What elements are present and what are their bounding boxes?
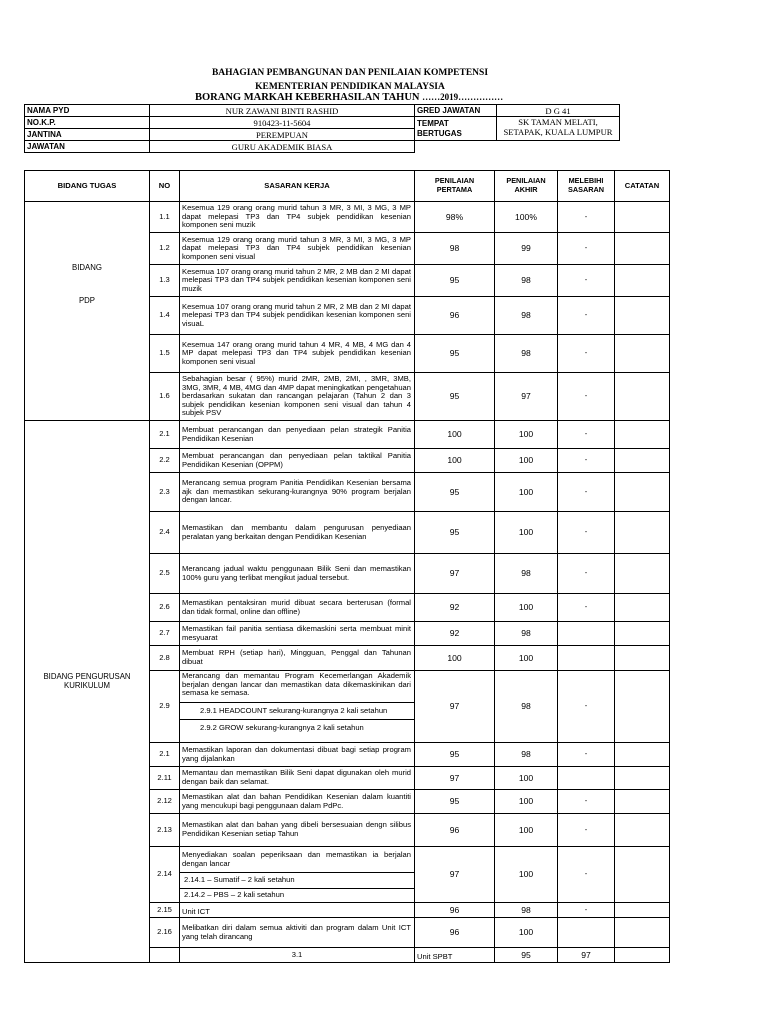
row-task: Memastikan pentaksiran murid dibuat secara berterusan (formal dan tidak formal, online dan offline): [180, 594, 415, 622]
row-task: Kesemua 107 orang orang murid tahun 2 MR, 2 MB dan 2 MI dapat melepasi TP3 dan TP4 subjek pendidikan kesenian komponen seni muzik: [180, 265, 415, 297]
row-melebihi: -: [558, 512, 615, 554]
row-catatan: [615, 903, 670, 918]
row-melebihi: -: [558, 473, 615, 512]
row-akhir: 100: [495, 473, 558, 512]
row-task: Memantau dan memastikan Bilik Seni dapat digunakan oleh murid dengan baik dan selamat.: [180, 767, 415, 790]
row-melebihi: -: [558, 373, 615, 421]
row-task: Membuat RPH (setiap hari), Mingguan, Penggal dan Tahunan dibuat: [180, 646, 415, 671]
row-task: Merancang semua program Panitia Pendidikan Kesenian bersama ajk dan memastikan sekurang-kurangnya 90% program berjalan dengan lancar.: [180, 473, 415, 512]
row-pertama: 100: [415, 646, 495, 671]
row-melebihi: -: [558, 847, 615, 903]
row-task: Kesemua 147 orang orang murid tahun 4 MR, 4 MB, 4 MG dan 4 MP dapat melepasi TP3 dan TP4 subjek pendidikan kesenian komponen seni visual: [180, 335, 415, 373]
row-catatan: [615, 202, 670, 233]
row-melebihi: -: [558, 265, 615, 297]
row-no: 2.3: [150, 473, 180, 512]
row-no: 1.5: [150, 335, 180, 373]
row-akhir: 98: [495, 622, 558, 646]
row-task: Unit SPBT: [415, 948, 495, 963]
row-pertama: 95: [415, 265, 495, 297]
row-task-sub-2: 2.9.2 GROW sekurang-kurangnya 2 kali setahun: [200, 723, 364, 733]
row-no: 2.5: [150, 554, 180, 594]
tempat-label: TEMPAT BERTUGAS: [415, 117, 497, 141]
row-task: Kesemua 129 orang orang murid tahun 3 MR, 3 MI, 3 MG, 3 MP dapat melepasi TP3 dan TP4 subjek pendidikan kesenian komponen seni muzik: [180, 202, 415, 233]
gred-label: GRED JAWATAN: [415, 105, 497, 117]
row-task: [180, 671, 415, 743]
gred-value: D G 41: [497, 105, 620, 117]
bidang-pdp-cell: [25, 202, 150, 421]
row-catatan: [615, 233, 670, 265]
row-no: 1.3: [150, 265, 180, 297]
row-task: [180, 847, 415, 903]
row-akhir: 100: [495, 918, 558, 948]
row-task-sub-1: 2.14.1 – Sumatif – 2 kali setahun: [180, 872, 414, 889]
row-pertama: 95: [415, 373, 495, 421]
row-pertama: 95: [415, 473, 495, 512]
row-akhir: 100: [495, 421, 558, 449]
row-no: 2.4: [150, 512, 180, 554]
row-akhir: 100: [495, 449, 558, 473]
row-no: 2.8: [150, 646, 180, 671]
row-catatan: [615, 421, 670, 449]
row-no: 1.6: [150, 373, 180, 421]
score-table: [24, 170, 670, 963]
jantina-label: JANTINA: [25, 129, 150, 141]
nokp-value: 910423-11-5604: [150, 117, 415, 129]
row-catatan: [615, 918, 670, 948]
form-title: BORANG MARKAH KEBERHASILAN TAHUN ……2019……………: [195, 92, 504, 103]
row-task: Memastikan alat dan bahan yang dibeli bersesuaian dengn silibus Pendidikan Kesenian setiap Tahun: [180, 814, 415, 847]
row-pertama: 95: [415, 335, 495, 373]
row-task-main: Menyediakan soalan peperiksaan dan memastikan ia berjalan dengan lancar: [182, 850, 411, 868]
row-catatan: [615, 512, 670, 554]
row-melebihi: [558, 646, 615, 671]
col-akhir: PENILAIAN AKHIR: [495, 171, 558, 202]
row-akhir: 100: [495, 790, 558, 814]
row-melebihi: -: [558, 233, 615, 265]
col-catatan: CATATAN: [615, 171, 670, 202]
bidang-kurikulum-label: BIDANG PENGURUSAN KURIKULUM: [43, 672, 131, 690]
row-no: 2.1: [150, 421, 180, 449]
row-pertama: 96: [415, 918, 495, 948]
row-catatan: [615, 594, 670, 622]
row-akhir: 100: [495, 847, 558, 903]
row-pertama: 97: [415, 847, 495, 903]
row-melebihi: -: [558, 671, 615, 743]
row-pertama: 97: [415, 554, 495, 594]
row-melebihi: -: [558, 297, 615, 335]
bidang-kurikulum-cell: [25, 421, 150, 963]
row-melebihi: -: [558, 743, 615, 767]
row-catatan: [615, 297, 670, 335]
row-task: Membuat perancangan dan penyediaan pelan taktikal Panitia Pendidikan Kesenian (OPPM): [180, 449, 415, 473]
row-melebihi: -: [558, 790, 615, 814]
row-melebihi: -: [558, 335, 615, 373]
row-pertama: 97: [415, 671, 495, 743]
row-task: Kesemua 129 orang orang murid tahun 3 MR, 3 MI, 3 MG, 3 MP dapat melepasi TP3 dan TP4 subjek pendidikan kesenian komponen seni visual: [180, 233, 415, 265]
col-pertama: PENILAIAN PERTAMA: [415, 171, 495, 202]
row-pertama: 96: [415, 814, 495, 847]
row-task: Memastikan laporan dan dokumentasi dibuat bagi setiap program yang dijalankan: [180, 743, 415, 767]
row-no: 1.1: [150, 202, 180, 233]
row-task-main: Merancang dan memantau Program Kecemerlangan Akademik berjalan dengan lancar dan memastikan data dikemaskinikan dari semasa ke semasa.: [182, 671, 411, 698]
jantina-value: PEREMPUAN: [150, 129, 415, 141]
row-pertama: 97: [415, 767, 495, 790]
row-melebihi: -: [558, 594, 615, 622]
row-no: 2.12: [150, 790, 180, 814]
row-task-sub-1: 2.9.1 HEADCOUNT sekurang-kurangnya 2 kali setahun: [180, 702, 414, 721]
row-akhir: 99: [495, 233, 558, 265]
row-catatan: [615, 622, 670, 646]
row-no: 2.6: [150, 594, 180, 622]
row-pertama: 96: [415, 297, 495, 335]
header-line-2: KEMENTERIAN PENDIDIKAN MALAYSIA: [255, 82, 445, 92]
row-akhir: 98: [495, 671, 558, 743]
row-no: 2.9: [150, 671, 180, 743]
bidang-empty-cell: [150, 948, 180, 963]
jawatan-value: GURU AKADEMIK BIASA: [150, 141, 415, 153]
row-task: Membuat perancangan dan penyediaan pelan strategik Panitia Pendidikan Kesenian: [180, 421, 415, 449]
row-pertama: 96: [415, 903, 495, 918]
row-no: 1.2: [150, 233, 180, 265]
nama-label: NAMA PYD: [25, 105, 150, 117]
row-melebihi: -: [558, 814, 615, 847]
row-task: Kesemua 107 orang orang murid tahun 2 MR, 2 MB dan 2 MI dapat melepasi TP3 dan TP4 subjek pendidikan kesenian komponen seni visuaL: [180, 297, 415, 335]
row-melebihi: -: [558, 554, 615, 594]
row-task-sub-2: 2.14.2 – PBS – 2 kali setahun: [184, 889, 285, 899]
row-catatan: [615, 473, 670, 512]
row-akhir: 98: [495, 265, 558, 297]
col-melebihi: MELEBIHI SASARAN: [558, 171, 615, 202]
nokp-label: NO.K.P.: [25, 117, 150, 129]
col-sasaran: SASARAN KERJA: [180, 171, 415, 202]
row-melebihi: -: [558, 903, 615, 918]
row-pertama: 95: [415, 743, 495, 767]
row-catatan: [615, 335, 670, 373]
row-task: Melibatkan diri dalam semua aktiviti dan program dalam Unit ICT yang telah dirancang: [180, 918, 415, 948]
row-pertama: 92: [415, 622, 495, 646]
row-pertama: 98: [415, 233, 495, 265]
row-akhir: 97: [495, 373, 558, 421]
row-no: 2.11: [150, 767, 180, 790]
row-akhir: 98: [495, 335, 558, 373]
row-task: Memastikan fail panitia sentiasa dikemaskini serta membuat minit mesyuarat: [180, 622, 415, 646]
row-pertama: 100: [415, 449, 495, 473]
header-line-1: BAHAGIAN PEMBANGUNAN DAN PENILAIAN KOMPETENSI: [211, 68, 489, 78]
row-akhir: 100%: [495, 202, 558, 233]
row-task: Memastikan dan membantu dalam pengurusan penyediaan peralatan yang berkaitan dengan Pendidikan Kesenian: [180, 512, 415, 554]
bidang-pdp-label-1: BIDANG: [72, 263, 102, 272]
row-catatan: [615, 671, 670, 743]
tempat-value: SK TAMAN MELATI, SETAPAK, KUALA LUMPUR: [497, 117, 620, 141]
row-melebihi: [558, 918, 615, 948]
col-bidang: BIDANG TUGAS: [25, 171, 150, 202]
row-melebihi: [558, 622, 615, 646]
row-pertama: 98%: [415, 202, 495, 233]
row-task: Merancang jadual waktu penggunaan Bilik Seni dan memastikan 100% guru yang terlibat mengikut jadual tersebut.: [180, 554, 415, 594]
row-pertama: 92: [415, 594, 495, 622]
row-melebihi: -: [558, 202, 615, 233]
row-akhir: 100: [495, 646, 558, 671]
row-akhir: 100: [495, 814, 558, 847]
row-catatan: [615, 449, 670, 473]
row-no: 2.2: [150, 449, 180, 473]
row-melebihi: -: [558, 449, 615, 473]
jawatan-label: JAWATAN: [25, 141, 150, 153]
row-no: 2.7: [150, 622, 180, 646]
row-catatan: [615, 743, 670, 767]
row-akhir: 100: [495, 594, 558, 622]
bidang-pdp-label-2: PDP: [78, 295, 96, 305]
row-no: 2.1: [150, 743, 180, 767]
row-akhir: 98: [495, 743, 558, 767]
row-catatan: [615, 847, 670, 903]
row-catatan: [615, 265, 670, 297]
row-no: 2.14: [150, 847, 180, 903]
col-no: NO: [150, 171, 180, 202]
row-task: Sebahagian besar ( 95%) murid 2MR, 2MB, 2MI, , 3MR, 3MB, 3MG, 3MR, 4 MB, 4MG dan 4MP dapat meningkatkan pengetahuan berdasarkan sukatan dan rancangan pelajaran (Tahun 2 dan 3 subjek pendidikan kesenian komponen seni visual dan tahun 4 subjek PSV: [180, 373, 415, 421]
row-catatan: [615, 373, 670, 421]
row-melebihi: -: [558, 421, 615, 449]
row-no: 2.15: [150, 903, 180, 918]
row-melebihi: [558, 767, 615, 790]
row-no: 1.4: [150, 297, 180, 335]
row-catatan: [615, 646, 670, 671]
row-pertama: 95: [415, 790, 495, 814]
row-akhir: 97: [558, 948, 615, 963]
form-year: ……2019……………: [422, 92, 504, 102]
nama-value: NUR ZAWANI BINTI RASHID: [150, 105, 415, 117]
row-melebihi: [615, 948, 670, 963]
row-akhir: 98: [495, 554, 558, 594]
table-row: [25, 421, 670, 449]
row-catatan: [615, 767, 670, 790]
info-table: [24, 104, 620, 153]
row-akhir: 100: [495, 767, 558, 790]
table-row: [25, 202, 670, 233]
row-catatan: [615, 790, 670, 814]
row-no: 3.1: [180, 948, 415, 963]
row-pertama: 100: [415, 421, 495, 449]
row-akhir: 100: [495, 512, 558, 554]
row-pertama: 95: [415, 512, 495, 554]
row-catatan: [615, 554, 670, 594]
row-no: 2.13: [150, 814, 180, 847]
row-akhir: 98: [495, 297, 558, 335]
row-no: 2.16: [150, 918, 180, 948]
row-task: Memastikan alat dan bahan Pendidikan Kesenian dalam kuantiti yang mencukupi bagi penggunaan dalam PdPc.: [180, 790, 415, 814]
row-task: Unit ICT: [180, 903, 415, 918]
row-pertama: 95: [495, 948, 558, 963]
row-akhir: 98: [495, 903, 558, 918]
row-catatan: [615, 814, 670, 847]
